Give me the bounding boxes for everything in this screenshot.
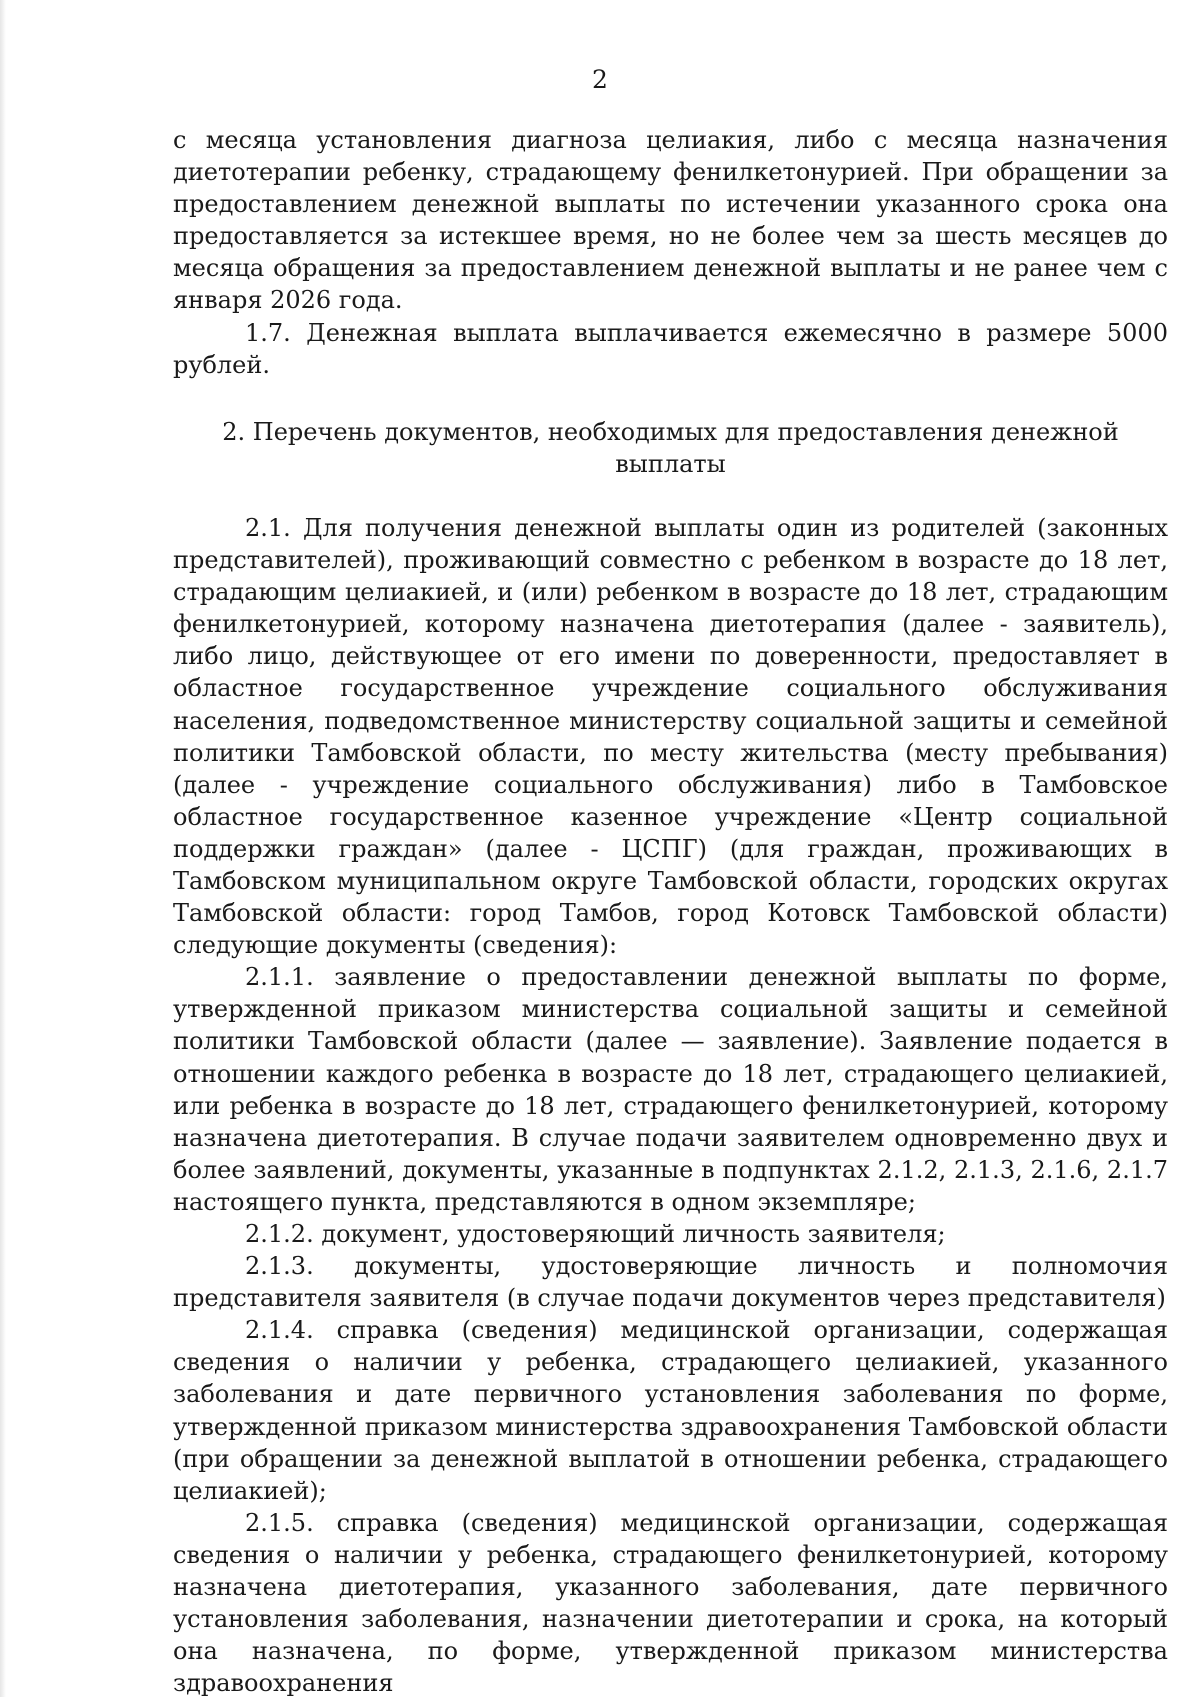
paragraph-2-1: 2.1. Для получения денежной выплаты один из родителей (законных представителей), проживающий совместно с ребенком в возрасте до 18 лет, страдающим целиакией, и (или) ребенком в возрасте до 18 лет, страдающим фенилкетонурией, которому назначена диетотерапия (далее - заявитель), либо лицо, действующее от его имени по доверенности, предоставляет в областное государственное учреждение социального обслуживания населения, подведомственное министерству социальной защиты и семейной политики Тамбовской области, по месту жительства (месту пребывания) (далее - учреждение социального обслуживания) либо в Тамбовское областное государственное казенное учреждение «Центр социальной поддержки граждан» (далее - ЦСПГ) (для граждан, проживающих в Тамбовском муниципальном округе Тамбовской области, городских округах Тамбовской области: город Тамбов, город Котовск Тамбовской области) следующие документы (сведения): <box>173 513 1168 960</box>
paragraph-continuation: с месяца установления диагноза целиакия, либо с месяца назначения диетотерапии ребенку, страдающему фенилкетонурией. При обращении за предоставлением денежной выплаты по истечении указанного срока она предоставляется за истекшее время, но не более чем за шесть месяцев до месяца обращения за предоставлением денежной выплаты и не ранее чем с января 2026 года. <box>173 126 1168 315</box>
paragraph-2-1-5: 2.1.5. справка (сведения) медицинской организации, содержащая сведения о наличии у ребенка, страдающего фенилкетонурией, которому назначена диетотерапия, указанного заболевания, дате первичного установления заболевания, назначении диетотерапии и срока, на который она назначена, по форме, утвержденной приказом министерства здравоохранения <box>173 1508 1168 1698</box>
paragraph-1-7: 1.7. Денежная выплата выплачивается ежемесячно в размере 5000 рублей. <box>173 318 1168 379</box>
page-number: 2 <box>592 65 608 94</box>
document-body <box>173 124 1168 1699</box>
scan-edge <box>0 0 6 1697</box>
paragraph-2-1-2: 2.1.2. документ, удостоверяющий личность заявителя; <box>245 1220 946 1248</box>
paragraph-2-1-1: 2.1.1. заявление о предоставлении денежной выплаты по форме, утвержденной приказом министерства социальной защиты и семейной политики Тамбовской области (далее — заявление). Заявление подается в отношении каждого ребенка в возрасте до 18 лет, страдающего целиакией, или ребенка в возрасте до 18 лет, страдающего фенилкетонурией, которому назначена диетотерапия. В случае подачи заявителем одновременно двух и более заявлений, документы, указанные в подпунктах 2.1.2, 2.1.3, 2.1.6, 2.1.7 настоящего пункта, представляются в одном экземпляре; <box>173 963 1168 1216</box>
paragraph-2-1-4: 2.1.4. справка (сведения) медицинской организации, содержащая сведения о наличии у ребенка, страдающего целиакией, указанного заболевания и дате первичного установления заболевания по форме, утвержденной приказом министерства здравоохранения Тамбовской области (при обращении за денежной выплатой в отношении ребенка, страдающего целиакией); <box>173 1316 1168 1505</box>
paragraph-2-1-3: 2.1.3. документы, удостоверяющие личность и полномочия представителя заявителя (в случае подачи документов через представителя) <box>173 1252 1168 1313</box>
section-heading: 2. Перечень документов, необходимых для предоставления денежной выплаты <box>222 417 1119 478</box>
